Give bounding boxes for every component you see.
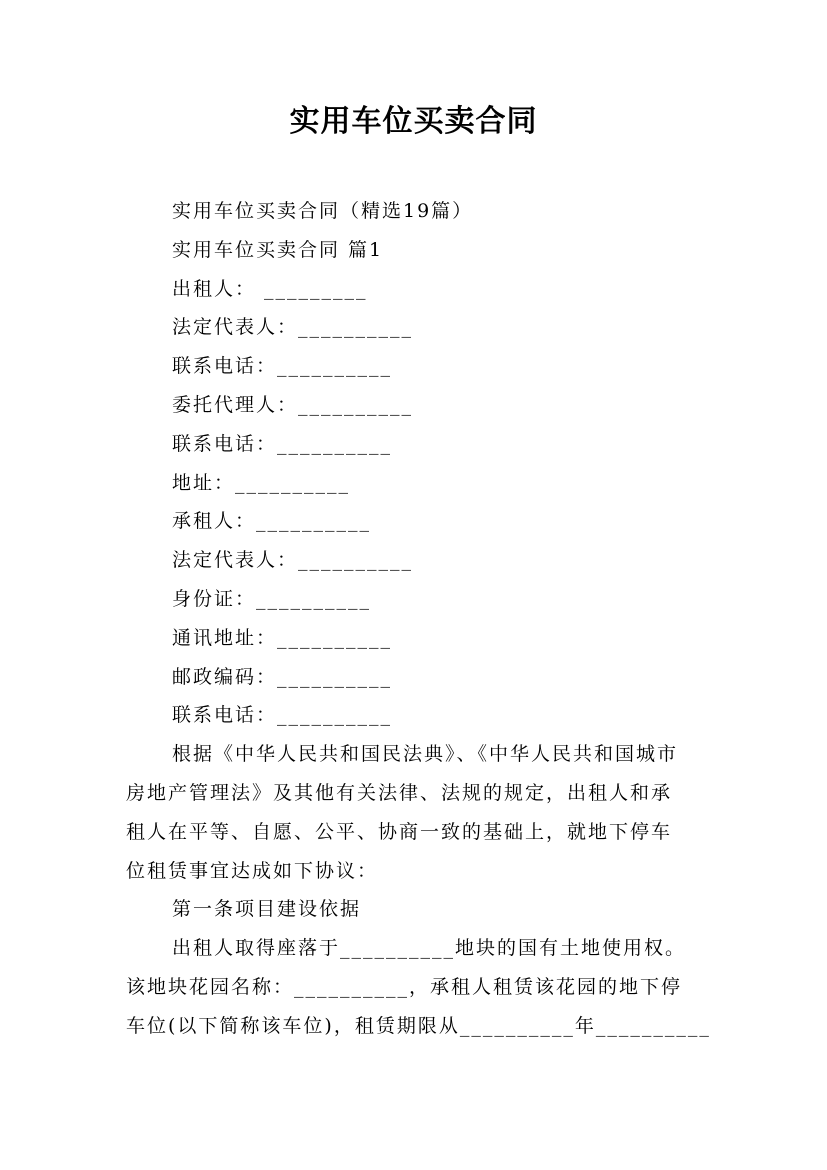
article-one-heading: 第一条项目建设依据 bbox=[172, 898, 362, 921]
lessor-agent-phone-field: 联系电话：__________ bbox=[172, 432, 393, 455]
article-one-paragraph bbox=[126, 929, 711, 1045]
lessee-mailing-address-field: 通讯地址：__________ bbox=[172, 626, 393, 649]
subtitle-line: 实用车位买卖合同（精选19篇） bbox=[172, 200, 474, 222]
lessee-id-card-field: 身份证：__________ bbox=[172, 587, 372, 610]
lessor-legal-representative-field: 法定代表人：__________ bbox=[172, 316, 414, 339]
lessee-phone-field: 联系电话：__________ bbox=[172, 704, 393, 727]
lessee-field: 承租人：__________ bbox=[172, 510, 372, 533]
paragraph-line: 位租赁事宜达成如下协议： bbox=[126, 859, 379, 882]
lessor-field: 出租人： _________ bbox=[172, 277, 368, 300]
paragraph-line: 该地块花园名称：__________，承租人租赁该花园的地下停 bbox=[126, 975, 683, 998]
paragraph-line: 出租人取得座落于__________地块的国有土地使用权。 bbox=[172, 937, 687, 960]
legal-basis-paragraph bbox=[126, 735, 704, 890]
paragraph-line: 租人在平等、自愿、公平、协商一致的基础上，就地下停车 bbox=[126, 820, 673, 843]
paragraph-line: 车位(以下简称该车位)，租赁期限从__________年__________ bbox=[126, 1014, 711, 1037]
section-title-line: 实用车位买卖合同 篇1 bbox=[172, 238, 384, 261]
paragraph-line: 房地产管理法》及其他有关法律、法规的规定，出租人和承 bbox=[126, 781, 673, 804]
lessor-agent-field: 委托代理人：__________ bbox=[172, 393, 414, 416]
lessor-phone-field: 联系电话：__________ bbox=[172, 355, 393, 378]
lessee-postal-code-field: 邮政编码：__________ bbox=[172, 665, 393, 688]
lessee-legal-representative-field: 法定代表人：__________ bbox=[172, 549, 414, 572]
document-body bbox=[126, 192, 711, 1046]
document-title: 实用车位买卖合同 bbox=[289, 104, 538, 139]
lessor-address-field: 地址：__________ bbox=[172, 471, 351, 494]
paragraph-line: 根据《中华人民共和国民法典》、《中华人民共和国城市 bbox=[172, 743, 679, 766]
